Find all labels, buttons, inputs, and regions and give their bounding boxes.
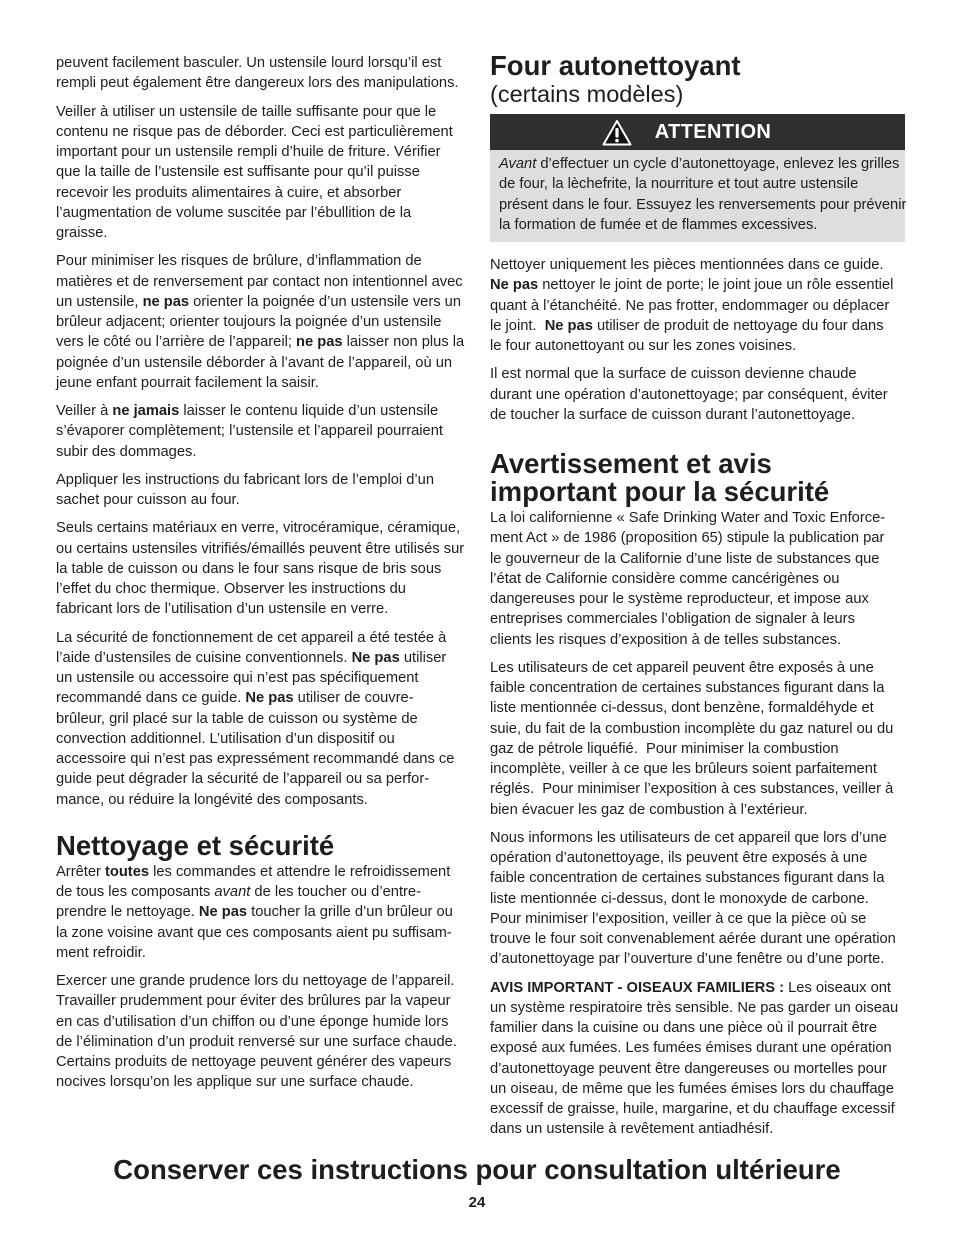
- bold-text: ne pas: [142, 293, 190, 310]
- section-title-self-cleaning-oven: Four autonettoyant: [490, 50, 741, 81]
- paragraph: [490, 364, 905, 425]
- text-run: peuvent facilement basculer. Un ustensile lourd lorsqu’il est rempli peut également être dangereux lors des manipulations.: [56, 55, 459, 92]
- paragraph: [490, 255, 905, 356]
- text-run: nettoyer le joint de porte; le joint joue un rôle essentiel quant à l’étanchéité. Ne pas frotter, endommager ou déplacer le joint.: [490, 277, 894, 334]
- paragraph: [56, 102, 464, 244]
- section-subtitle-certain-models: (certains modèles): [490, 81, 684, 107]
- text-run: utiliser un ustensile ou accessoire qui n’est pas spécifiquement recommandé dans ce guide.: [56, 649, 447, 707]
- text-run: utiliser de couvre- brûleur, gril placé sur la table de cuisson ou système de convection additionnel. L’utilisation d’un dispositif ou accessoire qui n’est pas expressément recommandé dans ce guide peut dégrader la sécurité de l’appareil ou sa perfor- mance, ou réduire la longévité des composants.: [56, 690, 455, 808]
- exclamation-bar: [615, 128, 618, 138]
- italic-text: Avant: [499, 156, 537, 172]
- text-run: Seuls certains matériaux en verre, vitrocéramique, céramique, ou certains ustensiles vitrifiés/émaillés peuvent être utilisés sur la table de cuisson ou dans le four sans risque de bris sous l’effet du choc thermique. Observer les instructions du fabricant lors de l’utilisation d’un ustensile en verre.: [56, 520, 465, 618]
- text-run: Veiller à: [56, 403, 113, 419]
- text-run: orienter la poignée d’un ustensile vers un brûleur adjacent; orienter toujours la poignée d’un ustensile vers le côté ou l’arrière de l’appareil;: [56, 293, 461, 351]
- bold-text: toutes: [104, 863, 150, 880]
- text-run: Nous informons les utilisateurs de cet appareil que lors d’une opération d’autonettoyage, ils peuvent être exposés à une faible concentration de certaines substances figurant dans la liste mentionnée ci-dessus, dont le monoxyde de carbone. Pour minimiser l’exposition, veiller à ce que la pièce où se trouve le four soit convenablement aérée durant une opération d’autonettoyage par l’ouverture d’une fenêtre ou d’une porte.: [490, 829, 896, 968]
- text-run: Appliquer les instructions du fabricant lors de l’emploi d’un sachet pour cuisson au four.: [56, 471, 434, 508]
- page-number: 24: [468, 1194, 486, 1211]
- warning-triangle-icon: [602, 119, 632, 146]
- text-run: Pour minimiser les risques de brûlure, d’inflammation de matières et de renversement par contact non intentionnel avec un ustensile,: [56, 253, 463, 310]
- bold-text: AVIS IMPORTANT - OISEAUX FAMILIERS :: [490, 979, 785, 996]
- paragraph: [56, 971, 464, 1093]
- paragraph: [56, 401, 464, 462]
- left-column: [56, 53, 464, 1101]
- text-run: Arrêter: [56, 863, 105, 880]
- bold-text: ne pas: [296, 334, 343, 351]
- bold-text: Ne pas: [351, 649, 400, 666]
- paragraph: [56, 470, 464, 511]
- bold-text: Ne pas: [490, 277, 539, 294]
- text-run: les commandes et attendre le refroidissement de tous les composants: [56, 863, 451, 900]
- text-run: Il est normal que la surface de cuisson devienne chaude durant une opération d’autonettoyage; par conséquent, éviter de toucher la surface de cuisson durant l’autonettoyage.: [490, 366, 888, 423]
- paragraph: [56, 53, 464, 94]
- text-run: utiliser de produit de nettoyage du four dans le four autonettoyant ou sur les zones voisines.: [490, 317, 884, 354]
- bold-text: Ne pas: [544, 317, 593, 334]
- exclamation-dot: [615, 138, 619, 142]
- paragraph: [490, 658, 905, 820]
- paragraph: [490, 828, 905, 970]
- caution-body: [490, 150, 905, 242]
- section-title-cleaning-safety: Nettoyage et sécurité: [56, 829, 335, 861]
- caution-text: [499, 154, 907, 235]
- caution-header-bar: [490, 114, 905, 150]
- bold-text: Ne pas: [198, 904, 248, 921]
- text-run: La sécurité de fonctionnement de cet appareil a été testée à l’aide d’ustensiles de cuisine conventionnels.: [56, 629, 447, 666]
- paragraph: [56, 628, 464, 810]
- caution-label: ATTENTION: [654, 121, 772, 143]
- text-run: laisser non plus la poignée d’un ustensile déborder à l’avant de l’appareil, où un jeune enfant pourrait facilement la saisir.: [56, 334, 465, 391]
- text-run: Les oiseaux ont un système respiratoire très sensible. Ne pas garder un oiseau familier dans la cuisine ou dans une pièce où il pourrait être exposé aux fumées. Les fumées émises durant une opération d’autonettoyage peuvent être dangereuses ou mortelles pour un oiseau, de même que les fumées émises lors du chauffage excessif de graisse, huile, margarine, et du chauffage excessif dans un ustensile à revêtement antiadhésif.: [490, 979, 899, 1138]
- bold-text: ne jamais: [112, 403, 180, 419]
- text-run: laisser le contenu liquide d’un ustensile s’évaporer complètement; l’ustensile et l’appareil pourraient subir des dommages.: [56, 403, 443, 460]
- paragraph: [56, 862, 464, 963]
- paragraph: [56, 251, 464, 393]
- text-run: d’effectuer un cycle d’autonettoyage, enlevez les grilles de four, la lèchefrite, la nourriture et tout autre ustensile présent dans le four. Essuyez les renversements pour prévenir la formation de fumée et de flammes excessives.: [499, 156, 907, 233]
- text-run: toucher la grille d’un brûleur ou la zone voisine avant que ces composants aient pu suffisam- ment refroidir.: [56, 904, 453, 961]
- text-run: de les toucher ou d’entre- prendre le nettoyage.: [56, 884, 421, 921]
- section-title-safety-notice: Avertissement et avis important pour la sécurité: [490, 448, 830, 507]
- text-run: Les utilisateurs de cet appareil peuvent être exposés à une faible concentration de certaines substances figurant dans la liste mentionnée ci-dessus, dont benzène, formaldéhyde et suie, du fait de la combustion incomplète du gaz naturel ou du gaz de pétrole liquéfié. Pour minimiser la combustion incomplète, veiller à ce que les brûleurs soient parfaitement réglés. Pour minimiser l’exposition à ces substances, veiller à bien évacuer les gaz de combustion à l’extérieur.: [490, 659, 894, 818]
- text-run: Exercer une grande prudence lors du nettoyage de l’appareil. Travailler prudemment pour éviter des brûlures par la vapeur en cas d’utilisation d’un chiffon ou d’une éponge humide lors de l’élimination d’un produit renversé sur une surface chaude. Certains produits de nettoyage peuvent générer des vapeurs nocives lorsqu’on les applique sur une surface chaude.: [56, 973, 457, 1091]
- paragraph: [56, 518, 464, 619]
- right-column: [490, 51, 905, 1148]
- paragraph: [490, 978, 905, 1140]
- text-run: Nettoyer uniquement les pièces mentionnées dans ce guide.: [490, 257, 884, 273]
- paragraph: [490, 508, 905, 650]
- italic-text: avant: [214, 884, 251, 900]
- bold-text: Ne pas: [245, 690, 294, 707]
- text-run: Veiller à utiliser un ustensile de taille suffisante pour que le contenu ne risque pas de déborder. Ceci est particulièrement important pour un ustensile rempli d’huile de friture. Vérifier que la taille de l’ustensile est suffisante pour qu’il puisse recevoir les produits alimentaires à cuire, et absorber l’augmentation de volume suscitée par l’ébullition de la graisse.: [56, 103, 453, 241]
- text-run: La loi californienne « Safe Drinking Water and Toxic Enforce- ment Act » de 1986 (proposition 65) stipule la publication par le gouverneur de la Californie d’une liste de substances que l’état de Californie considère comme cancérigènes ou dangereuses pour le système reproducteur, et impose aux entreprises commerciales l’obligation de signaler à leurs clients les risques d’exposition à de telles substances.: [490, 510, 886, 648]
- footer-title: Conserver ces instructions pour consultation ultérieure: [113, 1154, 841, 1185]
- caution-notice: [490, 114, 905, 242]
